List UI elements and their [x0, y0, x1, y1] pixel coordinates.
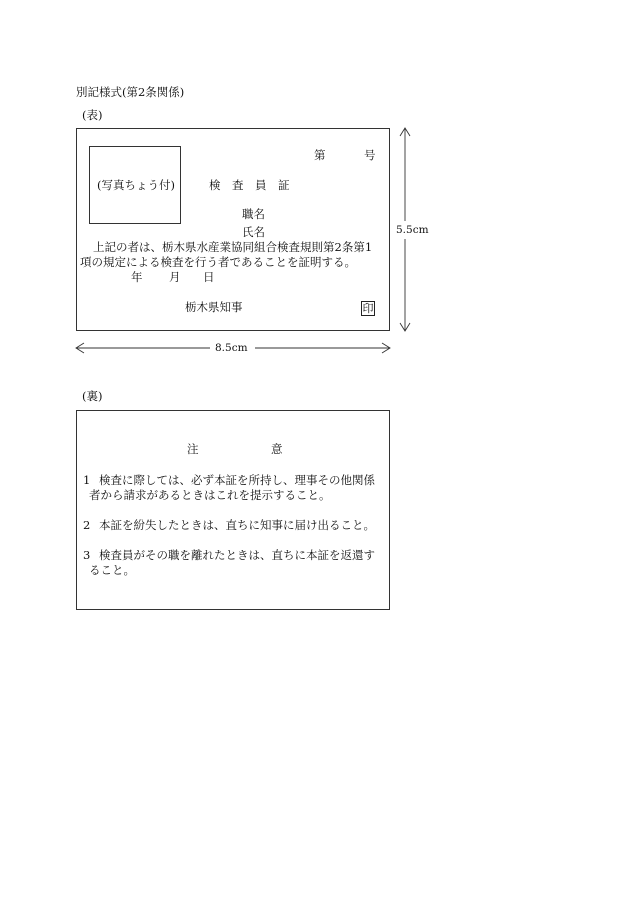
number-label-dai: 第	[314, 148, 326, 162]
photo-label: (写真ちょう付)	[97, 178, 175, 192]
width-dimension-label: 8.5cm	[215, 342, 248, 354]
notice-item-1-line-2: 者から請求があるときはこれを提示すること。	[89, 488, 331, 502]
name-label: 氏名	[242, 225, 265, 239]
notice-title-2: 意	[271, 442, 283, 456]
card-title: 検 査 員 証	[209, 178, 290, 192]
notice-title-1: 注	[187, 442, 199, 456]
notice-item-2-line-1: 本証を紛失したときは、直ちに知事に届け出ること。	[99, 518, 375, 532]
issuer: 栃木県知事	[185, 300, 243, 314]
position-label: 職名	[242, 207, 265, 221]
form-title: 別記様式(第2条関係)	[76, 85, 185, 99]
back-side-label: (裏)	[82, 389, 103, 403]
notice-item-1-number: 1	[83, 473, 91, 487]
seal-mark: 印	[362, 302, 374, 315]
number-label-go: 号	[364, 148, 376, 162]
notice-item-3-line-2: ること。	[89, 563, 135, 577]
back-card	[76, 410, 390, 610]
certification-line-1: 上記の者は、栃木県水産業協同組合検査規則第2条第1	[93, 240, 373, 254]
date-day: 日	[203, 270, 215, 284]
notice-item-3-number: 3	[83, 548, 91, 562]
date-year: 年	[131, 270, 143, 284]
notice-item-3-line-1: 検査員がその職を離れたときは、直ちに本証を返還す	[99, 548, 375, 562]
date-month: 月	[169, 270, 181, 284]
front-side-label: (表)	[82, 108, 103, 122]
notice-item-1-line-1: 検査に際しては、必ず本証を所持し、理事その他関係	[99, 473, 375, 487]
certification-line-2: 項の規定による検査を行う者であることを証明する。	[80, 255, 356, 269]
height-dimension-label: 5.5cm	[396, 224, 429, 236]
notice-item-2-number: 2	[83, 518, 91, 532]
